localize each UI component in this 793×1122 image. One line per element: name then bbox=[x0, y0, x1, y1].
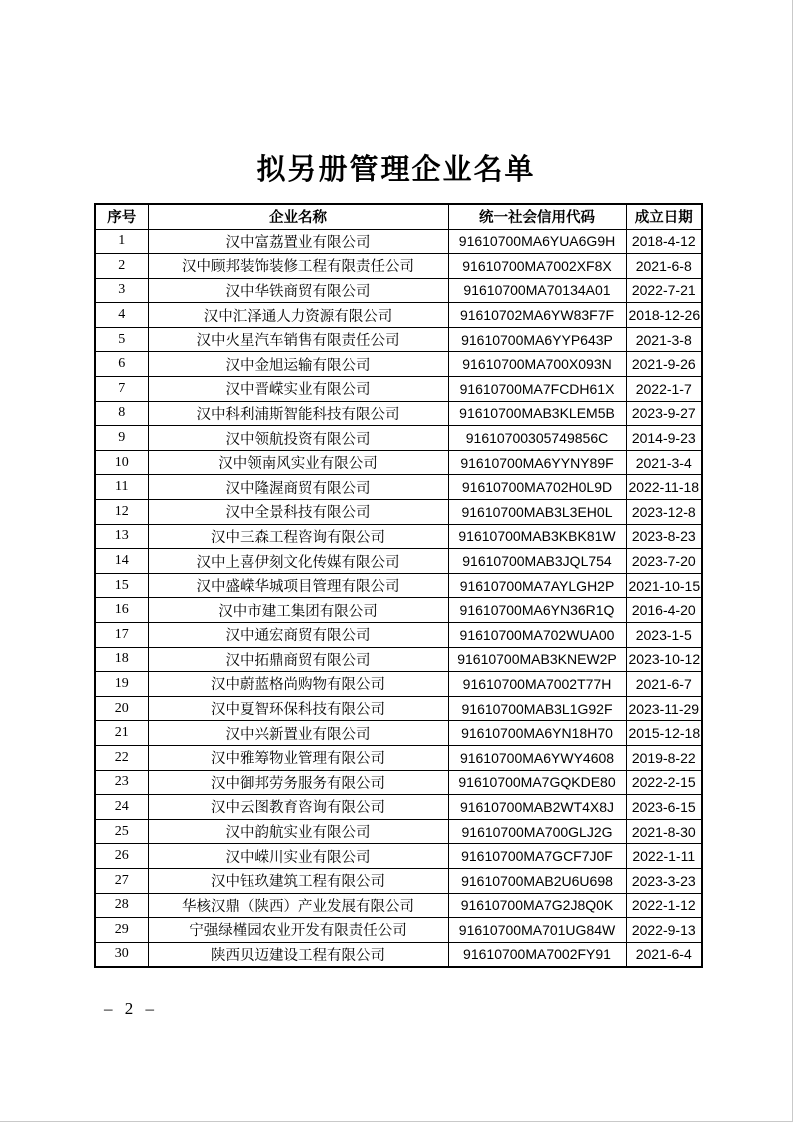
table-row bbox=[95, 401, 702, 426]
table-row bbox=[95, 598, 702, 623]
table-row bbox=[95, 623, 702, 648]
company-name: 汉中市建工集团有限公司 bbox=[148, 598, 448, 623]
company-name: 汉中晋嵘实业有限公司 bbox=[148, 377, 448, 402]
row-index: 25 bbox=[95, 819, 148, 844]
company-name: 汉中兴新置业有限公司 bbox=[148, 721, 448, 746]
table-row bbox=[95, 893, 702, 918]
credit-code: 91610700MA700X093N bbox=[448, 352, 626, 377]
founding-date: 2022-2-15 bbox=[626, 770, 702, 795]
founding-date: 2022-11-18 bbox=[626, 475, 702, 500]
row-index: 29 bbox=[95, 918, 148, 943]
table-row bbox=[95, 844, 702, 869]
row-index: 10 bbox=[95, 450, 148, 475]
table-header-row bbox=[95, 204, 702, 229]
row-index: 12 bbox=[95, 500, 148, 525]
credit-code: 91610700MA7G2J8Q0K bbox=[448, 893, 626, 918]
table-row bbox=[95, 942, 702, 967]
table-row bbox=[95, 647, 702, 672]
row-index: 7 bbox=[95, 377, 148, 402]
founding-date: 2023-12-8 bbox=[626, 500, 702, 525]
row-index: 21 bbox=[95, 721, 148, 746]
company-name: 汉中御邦劳务服务有限公司 bbox=[148, 770, 448, 795]
row-index: 5 bbox=[95, 327, 148, 352]
founding-date: 2023-11-29 bbox=[626, 696, 702, 721]
row-index: 23 bbox=[95, 770, 148, 795]
row-index: 20 bbox=[95, 696, 148, 721]
page-number: – 2 – bbox=[104, 999, 158, 1018]
row-index: 28 bbox=[95, 893, 148, 918]
table-row bbox=[95, 573, 702, 598]
credit-code: 91610700MA702H0L9D bbox=[448, 475, 626, 500]
table-row bbox=[95, 426, 702, 451]
founding-date: 2022-7-21 bbox=[626, 278, 702, 303]
table-row bbox=[95, 327, 702, 352]
table-row bbox=[95, 450, 702, 475]
row-index: 15 bbox=[95, 573, 148, 598]
header-founding-date: 成立日期 bbox=[626, 204, 702, 229]
table-row bbox=[95, 254, 702, 279]
table-header bbox=[95, 204, 702, 229]
founding-date: 2021-3-8 bbox=[626, 327, 702, 352]
credit-code: 91610700MA7002T77H bbox=[448, 672, 626, 697]
row-index: 26 bbox=[95, 844, 148, 869]
row-index: 19 bbox=[95, 672, 148, 697]
credit-code: 91610700MA701UG84W bbox=[448, 918, 626, 943]
header-credit-code: 统一社会信用代码 bbox=[448, 204, 626, 229]
credit-code: 91610700MA6YWY4608 bbox=[448, 745, 626, 770]
credit-code: 91610700MAB3JQL754 bbox=[448, 549, 626, 574]
credit-code: 91610700MAB2WT4X8J bbox=[448, 795, 626, 820]
table-row bbox=[95, 918, 702, 943]
table-row bbox=[95, 303, 702, 328]
row-index: 16 bbox=[95, 598, 148, 623]
founding-date: 2014-9-23 bbox=[626, 426, 702, 451]
company-name: 汉中富荔置业有限公司 bbox=[148, 229, 448, 254]
credit-code: 91610700MA6YN18H70 bbox=[448, 721, 626, 746]
header-company-name: 企业名称 bbox=[148, 204, 448, 229]
page-title: 拟另册管理企业名单 bbox=[256, 154, 536, 186]
table-row bbox=[95, 696, 702, 721]
table-row bbox=[95, 745, 702, 770]
company-name: 汉中金旭运输有限公司 bbox=[148, 352, 448, 377]
founding-date: 2021-6-7 bbox=[626, 672, 702, 697]
credit-code: 91610700MA702WUA00 bbox=[448, 623, 626, 648]
founding-date: 2015-12-18 bbox=[626, 721, 702, 746]
row-index: 30 bbox=[95, 942, 148, 967]
table-row bbox=[95, 352, 702, 377]
row-index: 4 bbox=[95, 303, 148, 328]
founding-date: 2018-12-26 bbox=[626, 303, 702, 328]
table-row bbox=[95, 819, 702, 844]
company-table-body bbox=[95, 229, 702, 967]
credit-code: 91610700MA7GCF7J0F bbox=[448, 844, 626, 869]
credit-code: 91610700MAB3KBK81W bbox=[448, 524, 626, 549]
table-row bbox=[95, 770, 702, 795]
row-index: 27 bbox=[95, 868, 148, 893]
row-index: 2 bbox=[95, 254, 148, 279]
row-index: 6 bbox=[95, 352, 148, 377]
company-name: 汉中隆渥商贸有限公司 bbox=[148, 475, 448, 500]
founding-date: 2016-4-20 bbox=[626, 598, 702, 623]
table-row bbox=[95, 278, 702, 303]
company-table bbox=[94, 203, 703, 968]
company-name: 汉中拓鼎商贸有限公司 bbox=[148, 647, 448, 672]
table-row bbox=[95, 868, 702, 893]
credit-code: 91610700MA6YYP643P bbox=[448, 327, 626, 352]
founding-date: 2023-8-23 bbox=[626, 524, 702, 549]
founding-date: 2023-7-20 bbox=[626, 549, 702, 574]
company-name: 汉中领航投资有限公司 bbox=[148, 426, 448, 451]
header-index: 序号 bbox=[95, 204, 148, 229]
company-name: 汉中科利浦斯智能科技有限公司 bbox=[148, 401, 448, 426]
row-index: 22 bbox=[95, 745, 148, 770]
row-index: 13 bbox=[95, 524, 148, 549]
credit-code: 91610702MA6YW83F7F bbox=[448, 303, 626, 328]
row-index: 11 bbox=[95, 475, 148, 500]
table-row bbox=[95, 475, 702, 500]
founding-date: 2021-10-15 bbox=[626, 573, 702, 598]
company-name: 汉中韵航实业有限公司 bbox=[148, 819, 448, 844]
company-name: 汉中领南风实业有限公司 bbox=[148, 450, 448, 475]
credit-code: 91610700MA7002XF8X bbox=[448, 254, 626, 279]
company-name: 汉中三森工程咨询有限公司 bbox=[148, 524, 448, 549]
company-name: 汉中火星汽车销售有限责任公司 bbox=[148, 327, 448, 352]
row-index: 8 bbox=[95, 401, 148, 426]
founding-date: 2022-1-7 bbox=[626, 377, 702, 402]
credit-code: 91610700MA7002FY91 bbox=[448, 942, 626, 967]
company-name: 汉中盛嵘华城项目管理有限公司 bbox=[148, 573, 448, 598]
company-name: 陕西贝迈建设工程有限公司 bbox=[148, 942, 448, 967]
row-index: 1 bbox=[95, 229, 148, 254]
founding-date: 2022-1-12 bbox=[626, 893, 702, 918]
founding-date: 2021-9-26 bbox=[626, 352, 702, 377]
table-row bbox=[95, 721, 702, 746]
founding-date: 2023-3-23 bbox=[626, 868, 702, 893]
company-name: 汉中云图教育咨询有限公司 bbox=[148, 795, 448, 820]
credit-code: 91610700MAB2U6U698 bbox=[448, 868, 626, 893]
founding-date: 2021-6-8 bbox=[626, 254, 702, 279]
company-name: 汉中上喜伊刻文化传媒有限公司 bbox=[148, 549, 448, 574]
company-name: 汉中顾邦装饰装修工程有限责任公司 bbox=[148, 254, 448, 279]
founding-date: 2018-4-12 bbox=[626, 229, 702, 254]
company-name: 汉中汇泽通人力资源有限公司 bbox=[148, 303, 448, 328]
table-row bbox=[95, 229, 702, 254]
founding-date: 2023-10-12 bbox=[626, 647, 702, 672]
row-index: 3 bbox=[95, 278, 148, 303]
company-name: 宁强绿槿园农业开发有限责任公司 bbox=[148, 918, 448, 943]
credit-code: 91610700MAB3L3EH0L bbox=[448, 500, 626, 525]
company-name: 汉中雅筹物业管理有限公司 bbox=[148, 745, 448, 770]
company-name: 汉中华铁商贸有限公司 bbox=[148, 278, 448, 303]
credit-code: 91610700MA7FCDH61X bbox=[448, 377, 626, 402]
credit-code: 91610700MA7GQKDE80 bbox=[448, 770, 626, 795]
company-name: 汉中蔚蓝格尚购物有限公司 bbox=[148, 672, 448, 697]
table-row bbox=[95, 672, 702, 697]
table-row bbox=[95, 549, 702, 574]
table-row bbox=[95, 500, 702, 525]
row-index: 18 bbox=[95, 647, 148, 672]
credit-code: 91610700MA700GLJ2G bbox=[448, 819, 626, 844]
founding-date: 2021-3-4 bbox=[626, 450, 702, 475]
founding-date: 2023-1-5 bbox=[626, 623, 702, 648]
credit-code: 91610700MAB3KNEW2P bbox=[448, 647, 626, 672]
credit-code: 91610700MAB3L1G92F bbox=[448, 696, 626, 721]
company-name: 华核汉鼎（陕西）产业发展有限公司 bbox=[148, 893, 448, 918]
row-index: 24 bbox=[95, 795, 148, 820]
table-row bbox=[95, 795, 702, 820]
founding-date: 2021-8-30 bbox=[626, 819, 702, 844]
credit-code: 91610700MA6YYNY89F bbox=[448, 450, 626, 475]
company-name: 汉中夏智环保科技有限公司 bbox=[148, 696, 448, 721]
founding-date: 2023-9-27 bbox=[626, 401, 702, 426]
credit-code: 91610700MA6YN36R1Q bbox=[448, 598, 626, 623]
company-name: 汉中嵘川实业有限公司 bbox=[148, 844, 448, 869]
row-index: 14 bbox=[95, 549, 148, 574]
row-index: 9 bbox=[95, 426, 148, 451]
credit-code: 91610700MAB3KLEM5B bbox=[448, 401, 626, 426]
credit-code: 91610700305749856C bbox=[448, 426, 626, 451]
table-row bbox=[95, 377, 702, 402]
founding-date: 2022-9-13 bbox=[626, 918, 702, 943]
founding-date: 2021-6-4 bbox=[626, 942, 702, 967]
credit-code: 91610700MA70134A01 bbox=[448, 278, 626, 303]
founding-date: 2023-6-15 bbox=[626, 795, 702, 820]
credit-code: 91610700MA7AYLGH2P bbox=[448, 573, 626, 598]
row-index: 17 bbox=[95, 623, 148, 648]
founding-date: 2022-1-11 bbox=[626, 844, 702, 869]
company-name: 汉中全景科技有限公司 bbox=[148, 500, 448, 525]
company-name: 汉中通宏商贸有限公司 bbox=[148, 623, 448, 648]
company-name: 汉中钰玖建筑工程有限公司 bbox=[148, 868, 448, 893]
founding-date: 2019-8-22 bbox=[626, 745, 702, 770]
table-row bbox=[95, 524, 702, 549]
credit-code: 91610700MA6YUA6G9H bbox=[448, 229, 626, 254]
